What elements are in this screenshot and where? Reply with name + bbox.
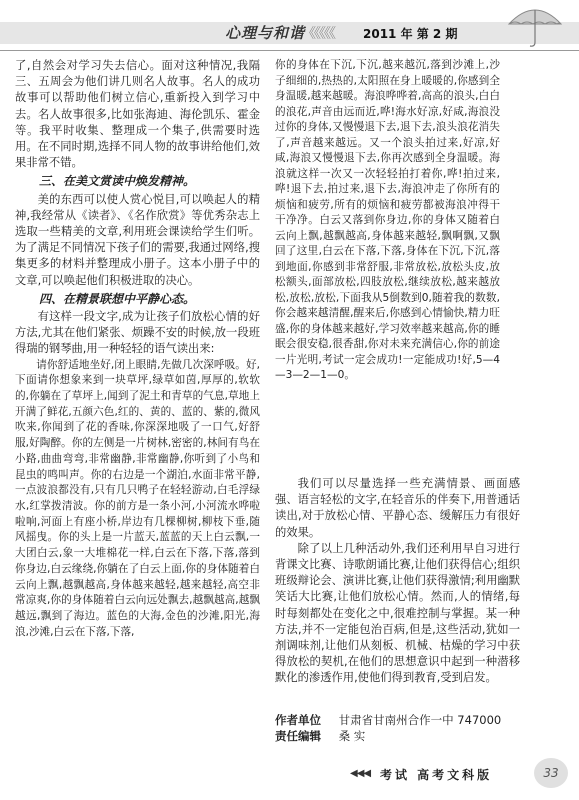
- magazine-name: 考试 高考文科版: [380, 768, 493, 782]
- paragraph: 除了以上几种活动外,我们还利用早自习进行背课文比赛、诗歌朗诵比赛,让他们获得信心;组织班级辩论会、演讲比赛,让他们获得激情;利用幽默笑话大比赛,让他们放松心情。然而,人的情绪,每时每刻都处在变化之中,很难控制与掌握。某一种方法,并不一定能包治百病,但是,这些活动,犹如一剂调味剂,让他们从刻板、机械、枯燥的学习中获得放松的契机,在他们的思想意识中起到一种潜移默化的渗透作用,使他们得到教育,受到启发。: [275, 541, 520, 685]
- chevron-decoration: 《《《《《: [302, 26, 334, 42]
- editor-line: [275, 728, 535, 744]
- paragraph: 请你舒适地坐好,闭上眼睛,先做几次深呼吸。好,下面请你想象来到一块草坪,绿草如茵,厚厚的,软软的,你躺在了草坪上,闻到了泥土和青草的气息,草地上开满了鲜花,五颜六色,红的、黄的、蓝的、紫的,微风吹来,你闻到了花的香味,你深深地吸了一口气,好舒服,好陶醉。你的左侧是一片树林,密密的,林间有鸟在小路,曲曲弯弯,非常幽静,非常幽静,你听到了小鸟和昆虫的鸣叫声。你的右边是一个湖泊,水面非常平静,一点波浪都没有,只有几只鸭子在轻轻游动,白毛浮绿水,红掌拨清波。你的前方是一条小河,小河流水哗啦啦响,河面上有座小桥,岸边有几棵柳树,柳枝下垂,随风摇曳。你的头上是一片蓝天,蓝蓝的天上白云飘,一大团白云,象一大堆棉花一样,白云在下落,下落,落到你身边,白云缘绕,你躺在了白云上面,你的身体随着白云向上飘,越飘越高,身体越来越轻,越来越轻,高空非常凉爽,你的身体随着白云向远处飘去,越飘越高,越飘越远,飘到了海边。蓝色的大海,金色的沙滩,阳光,海浪,沙滩,白云在下落,下落,: [15, 358, 260, 638]
- paragraph: 美的东西可以使人赏心悦目,可以唤起人的精神,我经常从《读者》、《名作欣赏》等优秀杂志上选取一些精美的文章,利用班会课读给学生们听。为了满足不同情况下孩子们的需要,我通过网络,搜集更多的材料并整理成小册子。这本小册子中的文章,可以唤起他们积极进取的决心。: [15, 192, 260, 287]
- section-heading: [15, 291, 260, 307]
- paragraph: 我们可以尽量选择一些充满情景、画面感强、语言轻松的文字,在轻音乐的伴奏下,用普通话读出,对于放松心情、平静心态、缓解压力有很好的效果。: [275, 477, 520, 539]
- author-label: 作者单位: [275, 713, 321, 727]
- issue-label: 2011 年 第 2 期: [363, 27, 458, 41]
- page-header: [0, 0, 579, 52]
- column-title: 心理与和谐: [225, 24, 306, 42]
- editor-label: 责任编辑: [275, 729, 321, 743]
- paragraph: 有这样一段文字,成为让孩子们放松心情的好方法,尤其在他们紧张、烦躁不安的时候,放一段班得瑞的钢琴曲,用一种轻轻的语气读出来:: [15, 310, 260, 356]
- left-column: [15, 58, 260, 640]
- paragraph: 了,自然会对学习失去信心。面对这种情况,我隔三、五周会为他们讲几则名人故事。名人的成功故事可以帮助他们树立信心,重新投入到学习中去。名人故事很多,比如张海迪、海伦凯乐、霍金等。我平时收集、整理成一个集子,供需要时选用。在不同时期,选择不同人物的故事讲给他们,效果非常不错。: [15, 59, 260, 170]
- section-heading: [15, 173, 260, 189]
- editor-value: 桑 实: [338, 729, 366, 743]
- right-column-continued: [275, 476, 520, 687]
- header-rule: [0, 50, 579, 51]
- section-heading-text: 三、在美文赏读中焕发精神。: [39, 174, 196, 189]
- section-heading-text: 四、在精景联想中平静心态。: [39, 291, 196, 306]
- arrow-left-icon: ◀◀◀: [350, 768, 371, 779]
- umbrella-icon: [505, 2, 565, 48]
- page-number: 33: [543, 766, 559, 780]
- credits: [275, 712, 535, 744]
- author-line: [275, 712, 535, 728]
- author-value: 甘肃省甘南州合作一中 747000: [338, 713, 502, 727]
- paragraph: 你的身体在下沉,下沉,越来越沉,落到沙滩上,沙子细细的,热热的,太阳照在身上暖暖的,你感到全身温暖,越来越暖。海浪哗哗着,高高的浪头,白白的浪花,声音由远而近,哗!海水好凉,好咸,海浪没过你的身体,又慢慢退下去,退下去,浪头浪花消失了,声音越来越远。又一个浪头拍过来,好凉,好咸,海浪又慢慢退下去,你再次感到全身温暖。海浪就这样一次又一次轻轻拍打着你,哗!拍过来,哗!退下去,拍过来,退下去,海浪冲走了你所有的烦恼和疲劳,所有的烦恼和疲劳都被海浪冲得干干净净。白云又落到你身边,你的身体又随着白云向上飘,越飘越高,身体越来越轻,飘啊飘,又飘回了这里,白云在下落,下落,身体在下沉,下沉,落到地面,你感到非常舒服,非常放松,放松头皮,放松额头,面部放松,四肢放松,继续放松,越来越放松,放松,放松,下面我从5倒数到0,随着我的数数,你会越来越清醒,醒来后,你感到心情愉快,精力旺盛,你的身体越来越好,学习效率越来越高,你的睡眠会很安稳,很香甜,你对未来充满信心,你的前途一片光明,考试一定会成功!一定能成功!好,5—4—3—2—1—0。: [275, 59, 500, 381]
